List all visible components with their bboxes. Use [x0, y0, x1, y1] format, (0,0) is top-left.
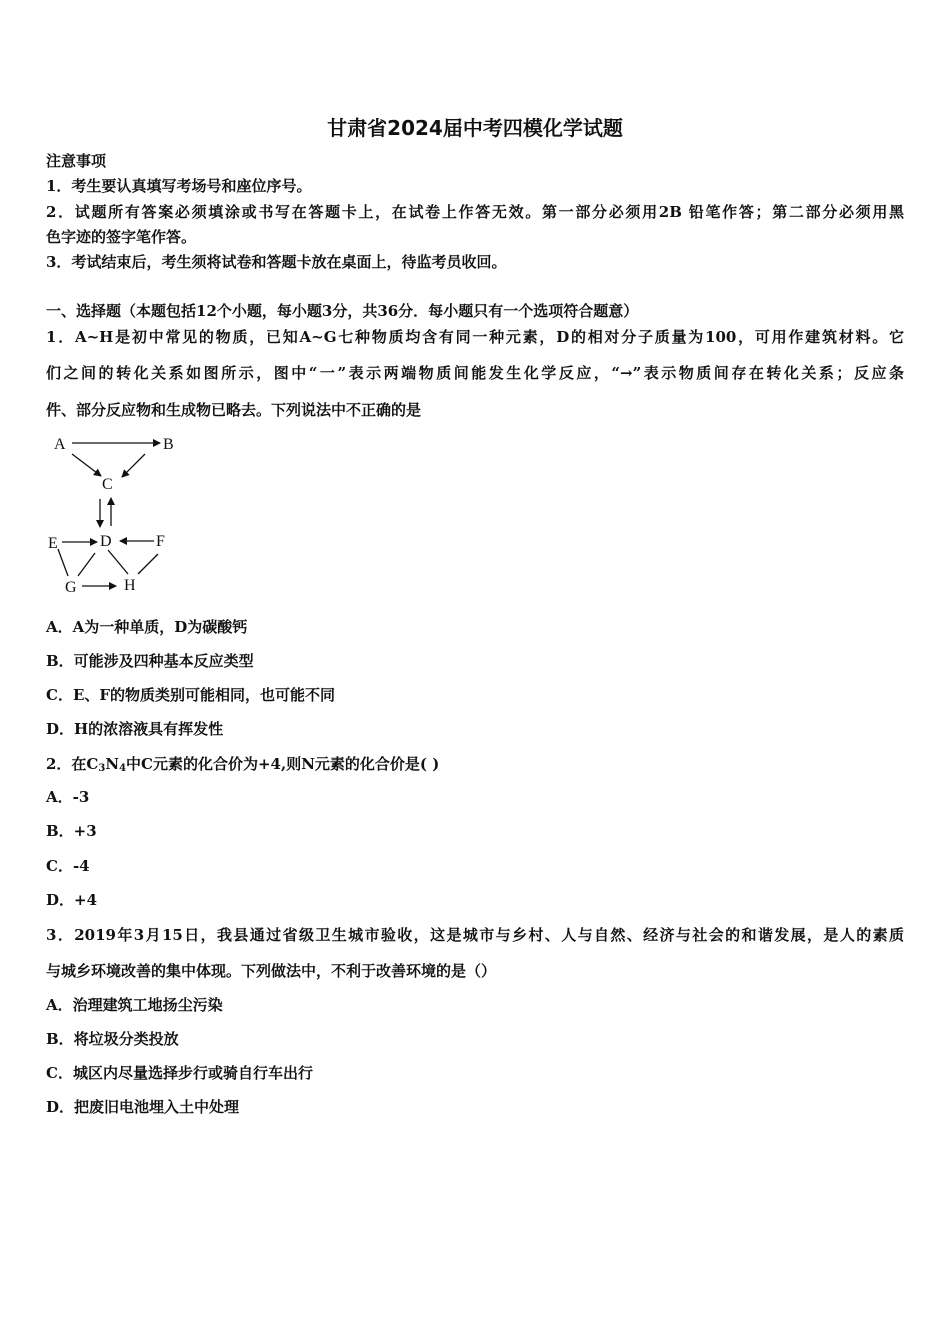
question-1-option-d: D．H的浓溶液具有挥发性	[46, 720, 224, 738]
line-d-h	[108, 550, 128, 574]
node-f: F	[156, 533, 165, 550]
question-1-line: 们之间的转化关系如图所示，图中“一”表示两端物质间能发生化学反应，“→”表示物质间存在转化关系；反应条	[46, 364, 904, 382]
node-a: A	[54, 436, 66, 453]
question-1-option-c: C．E、F的物质类别可能相同，也可能不同	[46, 686, 336, 704]
node-g: G	[65, 579, 77, 596]
stem-text: 2．在C	[46, 755, 99, 773]
subscript: 4	[119, 763, 127, 774]
question-3-option-c: C．城区内尽量选择步行或骑自行车出行	[46, 1064, 313, 1082]
node-c: C	[102, 476, 113, 493]
stem-text: N	[105, 755, 120, 773]
question-3-line: 3．2019年3月15日，我县通过省级卫生城市验收，这是城市与乡村、人与自然、经济与社会的和谐发展，是人的素质	[46, 926, 904, 944]
notice-heading: 注意事项	[46, 152, 107, 170]
node-d: D	[100, 533, 112, 550]
line-e-g	[58, 549, 68, 576]
conversion-diagram	[40, 425, 240, 600]
line-f-h	[138, 554, 158, 574]
question-1-line: 件、部分反应物和生成物已略去。下列说法中不正确的是	[46, 401, 422, 419]
line-d-g	[78, 553, 95, 576]
question-2-option-c: C．-4	[46, 857, 90, 875]
question-3-option-b: B．将垃圾分类投放	[46, 1030, 179, 1048]
question-1-line: 1．A~H是初中常见的物质，已知A~G七种物质均含有同一种元素，D的相对分子质量为100，可用作建筑材料。它	[46, 328, 904, 346]
question-2-option-b: B．+3	[46, 822, 97, 840]
notice-line: 1．考生要认真填写考场号和座位序号。	[46, 177, 312, 195]
question-3-option-d: D．把废旧电池埋入土中处理	[46, 1098, 240, 1116]
page-title: 甘肃省2024届中考四模化学试题	[327, 116, 623, 140]
question-3-option-a: A．治理建筑工地扬尘污染	[46, 996, 223, 1014]
question-1-option-a: A．A为一种单质，D为碳酸钙	[46, 618, 248, 636]
section-heading: 一、选择题（本题包括12个小题，每小题3分，共36分．每小题只有一个选项符合题意）	[46, 302, 639, 320]
node-h: H	[124, 577, 136, 594]
question-2-option-a: A．-3	[46, 788, 90, 806]
question-3-line: 与城乡环境改善的集中体现。下列做法中，不利于改善环境的是（）	[46, 962, 497, 980]
node-e: E	[48, 535, 58, 552]
stem-text: 中C元素的化合价为+4,则N元素的化合价是( )	[126, 755, 440, 773]
arrow-a-c	[72, 454, 101, 476]
arrow-b-c	[122, 454, 145, 477]
notice-line: 2．试题所有答案必须填涂或书写在答题卡上，在试卷上作答无效。第一部分必须用2B 铅笔作答；第二部分必须用黑	[46, 203, 904, 221]
question-2-option-d: D．+4	[46, 891, 98, 909]
node-b: B	[163, 436, 174, 453]
question-1-option-b: B．可能涉及四种基本反应类型	[46, 652, 254, 670]
notice-line: 色字迹的签字笔作答。	[46, 228, 197, 246]
question-2-stem	[46, 754, 439, 774]
notice-line: 3．考试结束后，考生须将试卷和答题卡放在桌面上，待监考员收回。	[46, 253, 507, 271]
subscript: 3	[98, 763, 106, 774]
